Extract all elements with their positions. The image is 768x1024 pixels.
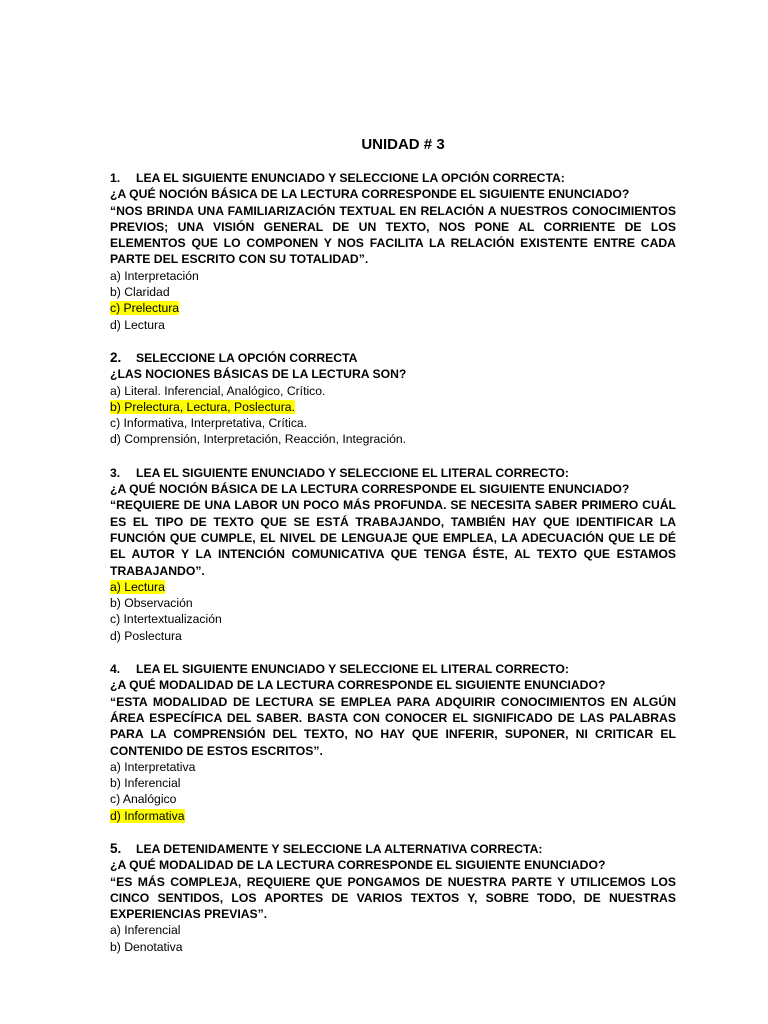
option: b) Inferencial bbox=[110, 776, 181, 791]
option: d) Lectura bbox=[110, 317, 165, 332]
option: a) Interpretación bbox=[110, 268, 199, 283]
question-4 bbox=[110, 661, 676, 824]
option-highlighted: a) Lectura bbox=[110, 579, 165, 594]
page-title: UNIDAD # 3 bbox=[361, 136, 445, 153]
question-5 bbox=[110, 841, 676, 955]
option: a) Inferencial bbox=[110, 923, 181, 938]
question-instruction: 4. LEA EL SIGUIENTE ENUNCIADO Y SELECCIONE EL LITERAL CORRECTO: bbox=[110, 662, 569, 677]
option: c) Intertextualización bbox=[110, 612, 222, 627]
option: b) Claridad bbox=[110, 285, 170, 300]
option: b) Observación bbox=[110, 596, 193, 611]
option: c) Analógico bbox=[110, 792, 177, 807]
question-prompt: ¿A QUÉ MODALIDAD DE LA LECTURA CORRESPONDE EL SIGUIENTE ENUNCIADO? bbox=[110, 858, 606, 873]
question-statement: “ES MÁS COMPLEJA, REQUIERE QUE PONGAMOS DE NUESTRA PARTE Y UTILICEMOS LOS CINCO SENTIDOS, LOS APORTES DE VARIOS TEXTOS Y, SOBRE TODO, DE NUESTRAS EXPERIENCIAS PREVIAS”. bbox=[110, 874, 676, 922]
option: b) Denotativa bbox=[110, 939, 183, 954]
option-highlighted: d) Informativa bbox=[110, 808, 185, 823]
question-prompt: ¿A QUÉ MODALIDAD DE LA LECTURA CORRESPONDE EL SIGUIENTE ENUNCIADO? bbox=[110, 678, 606, 693]
option: c) Informativa, Interpretativa, Crítica. bbox=[110, 416, 308, 431]
question-number: 3. bbox=[110, 465, 121, 480]
question-3 bbox=[110, 465, 676, 644]
question-instruction: 1. LEA EL SIGUIENTE ENUNCIADO Y SELECCIONE LA OPCIÓN CORRECTA: bbox=[110, 171, 565, 185]
question-number: 5. bbox=[110, 840, 122, 856]
question-statement: “ESTA MODALIDAD DE LECTURA SE EMPLEA PARA ADQUIRIR CONOCIMIENTOS EN ALGÚN ÁREA ESPECÍFICA DEL SABER. BASTA CON CONOCER EL SIGNIFICADO DE LAS PALABRAS PARA LA COMPRENSIÓN DEL TEXTO, NO HAY QUE INFERIR, SUPONER, NI CRITICAR EL CONTENIDO DE ESTOS ESCRITOS”. bbox=[110, 694, 676, 758]
option: a) Literal. Inferencial, Analógico, Crítico. bbox=[110, 383, 326, 398]
option: a) Interpretativa bbox=[110, 759, 196, 774]
question-number: 1. bbox=[110, 171, 121, 185]
question-prompt: ¿A QUÉ NOCIÓN BÁSICA DE LA LECTURA CORRESPONDE EL SIGUIENTE ENUNCIADO? bbox=[110, 187, 630, 202]
question-1 bbox=[110, 170, 676, 333]
option-highlighted: c) Prelectura bbox=[110, 301, 180, 316]
question-instruction: 3. LEA EL SIGUIENTE ENUNCIADO Y SELECCIONE EL LITERAL CORRECTO: bbox=[110, 465, 569, 480]
question-instruction: 2. SELECCIONE LA OPCIÓN CORRECTA bbox=[110, 349, 358, 365]
question-statement: “NOS BRINDA UNA FAMILIARIZACIÓN TEXTUAL EN RELACIÓN A NUESTROS CONOCIMIENTOS PREVIOS; UNA VISIÓN GENERAL DE UN TEXTO, NOS PONE AL CORRIENTE DE LOS ELEMENTOS QUE LO COMPONEN Y NOS FACILITA LA RELACIÓN EXISTENTE ENTRE CADA PARTE DEL ESCRITO CON SU TOTALIDAD”. bbox=[110, 203, 676, 267]
question-2 bbox=[110, 350, 676, 448]
option-highlighted: b) Prelectura, Lectura, Poslectura. bbox=[110, 399, 295, 414]
option: d) Comprensión, Interpretación, Reacción, Integración. bbox=[110, 432, 407, 447]
question-number: 2. bbox=[110, 349, 122, 365]
question-statement: “REQUIERE DE UNA LABOR UN POCO MÁS PROFUNDA. SE NECESITA SABER PRIMERO CUÁL ES EL TIPO DE TEXTO QUE SE ESTÁ TRABAJANDO, TAMBIÉN HAY QUE IDENTIFICAR LA FUNCIÓN QUE CUMPLE, EL NIVEL DE LENGUAJE QUE EMPLEA, LA ADECUACIÓN QUE LE DÉ EL AUTOR Y LA INTENCIÓN COMUNICATIVA QUE TENGA ÉSTE, AL TEXTO QUE ESTAMOS TRABAJANDO”. bbox=[110, 498, 676, 578]
question-instruction: 5. LEA DETENIDAMENTE Y SELECCIONE LA ALTERNATIVA CORRECTA: bbox=[110, 840, 543, 856]
question-prompt: ¿LAS NOCIONES BÁSICAS DE LA LECTURA SON? bbox=[110, 367, 407, 382]
question-prompt: ¿A QUÉ NOCIÓN BÁSICA DE LA LECTURA CORRESPONDE EL SIGUIENTE ENUNCIADO? bbox=[110, 482, 630, 497]
question-number: 4. bbox=[110, 662, 121, 677]
option: d) Poslectura bbox=[110, 628, 182, 643]
